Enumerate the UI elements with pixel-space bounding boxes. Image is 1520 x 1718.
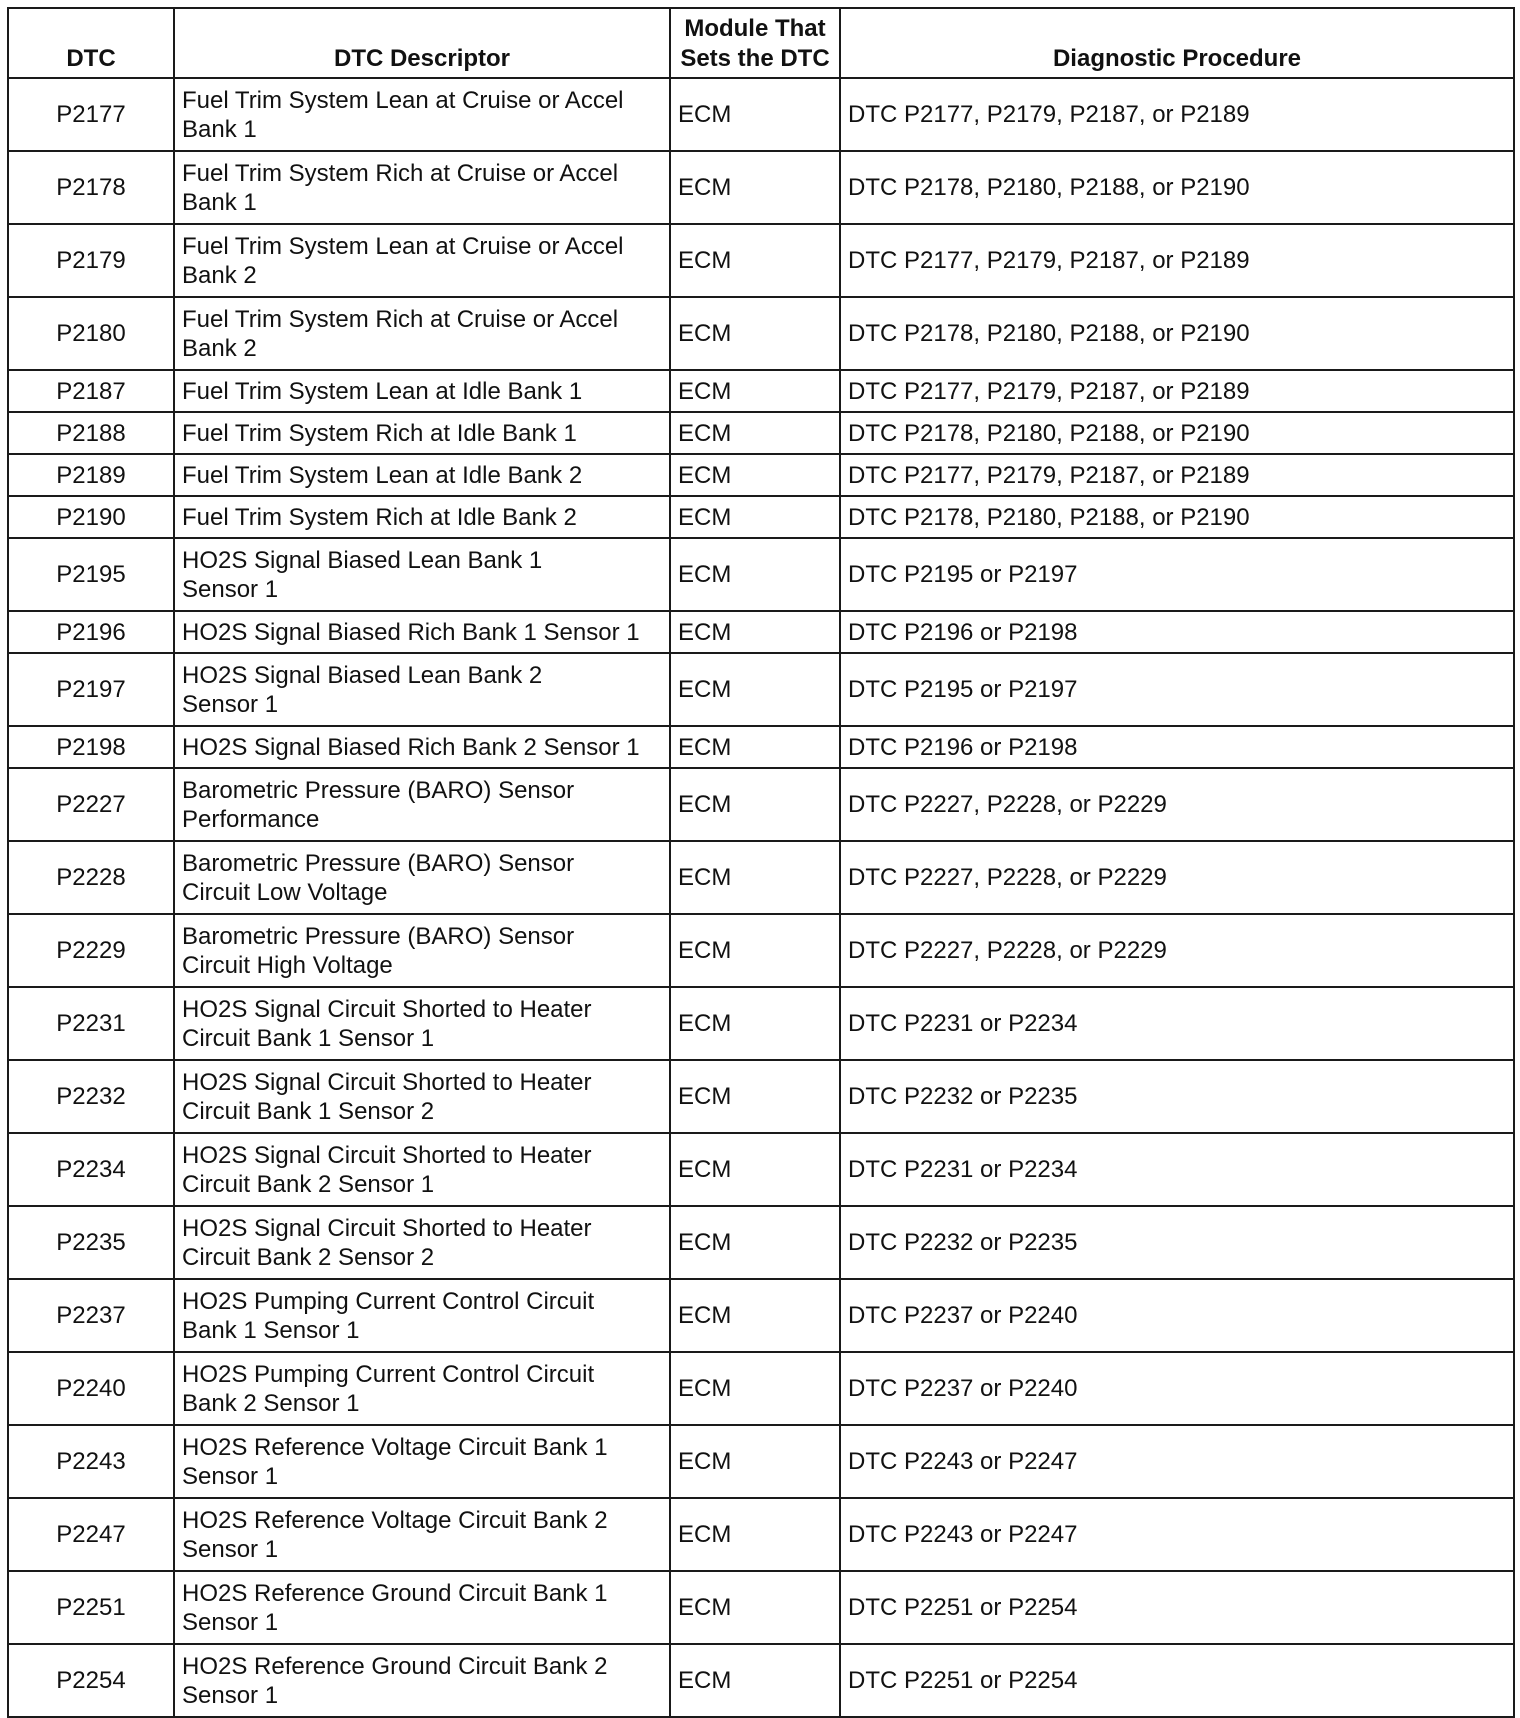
module: ECM bbox=[670, 987, 840, 1060]
descriptor-line1: HO2S Reference Ground Circuit Bank 2 bbox=[182, 1652, 608, 1680]
table-row bbox=[8, 1206, 1514, 1279]
dtc-code: P2178 bbox=[8, 151, 174, 224]
dtc-descriptor bbox=[174, 151, 670, 224]
module: ECM bbox=[670, 496, 840, 538]
diagnostic-procedure: DTC P2232 or P2235 bbox=[840, 1206, 1514, 1279]
descriptor-line1: HO2S Signal Circuit Shorted to Heater bbox=[182, 1141, 592, 1169]
diagnostic-procedure: DTC P2232 or P2235 bbox=[840, 1060, 1514, 1133]
dtc-code: P2197 bbox=[8, 653, 174, 726]
diagnostic-procedure: DTC P2177, P2179, P2187, or P2189 bbox=[840, 454, 1514, 496]
module: ECM bbox=[670, 1060, 840, 1133]
dtc-descriptor bbox=[174, 1571, 670, 1644]
table-row bbox=[8, 611, 1514, 653]
table-row bbox=[8, 1060, 1514, 1133]
dtc-descriptor bbox=[174, 1352, 670, 1425]
table-header bbox=[8, 8, 1514, 78]
dtc-code: P2179 bbox=[8, 224, 174, 297]
dtc-code: P2240 bbox=[8, 1352, 174, 1425]
descriptor-line2: Sensor 1 bbox=[182, 1462, 279, 1490]
module: ECM bbox=[670, 297, 840, 370]
dtc-descriptor bbox=[174, 78, 670, 151]
table-row bbox=[8, 726, 1514, 768]
dtc-descriptor bbox=[174, 914, 670, 987]
module: ECM bbox=[670, 1498, 840, 1571]
dtc-descriptor bbox=[174, 726, 670, 768]
module: ECM bbox=[670, 841, 840, 914]
dtc-code: P2227 bbox=[8, 768, 174, 841]
descriptor-line1: Fuel Trim System Rich at Cruise or Accel bbox=[182, 159, 619, 187]
dtc-code: P2195 bbox=[8, 538, 174, 611]
dtc-code: P2231 bbox=[8, 987, 174, 1060]
table-row bbox=[8, 1133, 1514, 1206]
module: ECM bbox=[670, 1206, 840, 1279]
table-row bbox=[8, 1352, 1514, 1425]
dtc-code: P2232 bbox=[8, 1060, 174, 1133]
table-row bbox=[8, 987, 1514, 1060]
descriptor-line2: Sensor 1 bbox=[182, 1535, 279, 1563]
descriptor-line2: Circuit High Voltage bbox=[182, 951, 393, 979]
descriptor-line2: Sensor 1 bbox=[182, 575, 279, 603]
descriptor-line1: HO2S Reference Ground Circuit Bank 1 bbox=[182, 1579, 608, 1607]
module: ECM bbox=[670, 768, 840, 841]
diagnostic-procedure: DTC P2178, P2180, P2188, or P2190 bbox=[840, 151, 1514, 224]
dtc-descriptor bbox=[174, 297, 670, 370]
descriptor-line1: HO2S Signal Circuit Shorted to Heater bbox=[182, 1214, 592, 1242]
dtc-code: P2187 bbox=[8, 370, 174, 412]
diagnostic-procedure: DTC P2227, P2228, or P2229 bbox=[840, 841, 1514, 914]
module: ECM bbox=[670, 1425, 840, 1498]
dtc-descriptor bbox=[174, 1425, 670, 1498]
module: ECM bbox=[670, 1644, 840, 1717]
dtc-code: P2228 bbox=[8, 841, 174, 914]
module: ECM bbox=[670, 1279, 840, 1352]
table-row bbox=[8, 1644, 1514, 1717]
diagnostic-procedure: DTC P2227, P2228, or P2229 bbox=[840, 914, 1514, 987]
module: ECM bbox=[670, 224, 840, 297]
module: ECM bbox=[670, 653, 840, 726]
descriptor-line2: Circuit Bank 2 Sensor 2 bbox=[182, 1243, 435, 1271]
diagnostic-procedure: DTC P2227, P2228, or P2229 bbox=[840, 768, 1514, 841]
descriptor-line2: Circuit Bank 2 Sensor 1 bbox=[182, 1170, 435, 1198]
table-row bbox=[8, 454, 1514, 496]
dtc-descriptor bbox=[174, 496, 670, 538]
module: ECM bbox=[670, 611, 840, 653]
table-row bbox=[8, 1425, 1514, 1498]
dtc-descriptor bbox=[174, 841, 670, 914]
dtc-descriptor bbox=[174, 1279, 670, 1352]
dtc-table bbox=[7, 7, 1515, 1718]
diagnostic-procedure: DTC P2196 or P2198 bbox=[840, 611, 1514, 653]
dtc-code: P2237 bbox=[8, 1279, 174, 1352]
descriptor-line2: Performance bbox=[182, 805, 320, 833]
diagnostic-procedure: DTC P2195 or P2197 bbox=[840, 538, 1514, 611]
dtc-descriptor bbox=[174, 1060, 670, 1133]
descriptor-line1: HO2S Pumping Current Control Circuit bbox=[182, 1287, 595, 1315]
dtc-code: P2247 bbox=[8, 1498, 174, 1571]
diagnostic-procedure: DTC P2178, P2180, P2188, or P2190 bbox=[840, 297, 1514, 370]
module: ECM bbox=[670, 454, 840, 496]
table-row bbox=[8, 538, 1514, 611]
header-row bbox=[8, 8, 1514, 78]
dtc-descriptor bbox=[174, 454, 670, 496]
diagnostic-procedure: DTC P2177, P2179, P2187, or P2189 bbox=[840, 224, 1514, 297]
descriptor-line2: Bank 1 bbox=[182, 115, 257, 143]
module: ECM bbox=[670, 726, 840, 768]
dtc-code: P2254 bbox=[8, 1644, 174, 1717]
dtc-descriptor bbox=[174, 653, 670, 726]
table-row bbox=[8, 412, 1514, 454]
dtc-descriptor bbox=[174, 768, 670, 841]
dtc-code: P2189 bbox=[8, 454, 174, 496]
diagnostic-procedure: DTC P2178, P2180, P2188, or P2190 bbox=[840, 496, 1514, 538]
diagnostic-procedure: DTC P2196 or P2198 bbox=[840, 726, 1514, 768]
descriptor-line2: Bank 2 Sensor 1 bbox=[182, 1389, 360, 1417]
descriptor-line2: Circuit Bank 1 Sensor 2 bbox=[182, 1097, 435, 1125]
table-body bbox=[8, 78, 1514, 1717]
descriptor-line2: Sensor 1 bbox=[182, 690, 279, 718]
descriptor-line1: Barometric Pressure (BARO) Sensor bbox=[182, 776, 575, 804]
diagnostic-procedure: DTC P2251 or P2254 bbox=[840, 1644, 1514, 1717]
table-row bbox=[8, 1571, 1514, 1644]
dtc-descriptor bbox=[174, 412, 670, 454]
descriptor-line1: HO2S Reference Voltage Circuit Bank 1 bbox=[182, 1433, 608, 1461]
descriptor-line2: Circuit Low Voltage bbox=[182, 878, 388, 906]
dtc-code: P2235 bbox=[8, 1206, 174, 1279]
module: ECM bbox=[670, 538, 840, 611]
descriptor-line2: Circuit Bank 1 Sensor 1 bbox=[182, 1024, 435, 1052]
module: ECM bbox=[670, 370, 840, 412]
header-module-line2: Sets the DTC bbox=[680, 45, 830, 72]
table-row bbox=[8, 151, 1514, 224]
descriptor-line2: Bank 2 bbox=[182, 334, 257, 362]
module: ECM bbox=[670, 151, 840, 224]
descriptor-line1: HO2S Signal Biased Rich Bank 1 Sensor 1 bbox=[182, 618, 640, 646]
diagnostic-procedure: DTC P2243 or P2247 bbox=[840, 1498, 1514, 1571]
table-row bbox=[8, 496, 1514, 538]
table-row bbox=[8, 370, 1514, 412]
header-descriptor: DTC Descriptor bbox=[174, 8, 670, 78]
table-row bbox=[8, 914, 1514, 987]
dtc-descriptor bbox=[174, 987, 670, 1060]
header-procedure: Diagnostic Procedure bbox=[840, 8, 1514, 78]
diagnostic-procedure: DTC P2177, P2179, P2187, or P2189 bbox=[840, 78, 1514, 151]
dtc-descriptor bbox=[174, 538, 670, 611]
diagnostic-procedure: DTC P2243 or P2247 bbox=[840, 1425, 1514, 1498]
dtc-code: P2243 bbox=[8, 1425, 174, 1498]
descriptor-line1: HO2S Pumping Current Control Circuit bbox=[182, 1360, 595, 1388]
table-row bbox=[8, 768, 1514, 841]
header-module bbox=[670, 8, 840, 78]
dtc-code: P2177 bbox=[8, 78, 174, 151]
table-row bbox=[8, 653, 1514, 726]
descriptor-line1: Fuel Trim System Rich at Cruise or Accel bbox=[182, 305, 619, 333]
dtc-descriptor bbox=[174, 370, 670, 412]
descriptor-line1: Fuel Trim System Lean at Cruise or Accel bbox=[182, 86, 624, 114]
descriptor-line1: HO2S Signal Biased Rich Bank 2 Sensor 1 bbox=[182, 733, 640, 761]
dtc-code: P2188 bbox=[8, 412, 174, 454]
dtc-code: P2251 bbox=[8, 1571, 174, 1644]
descriptor-line1: Fuel Trim System Lean at Cruise or Accel bbox=[182, 232, 624, 260]
module: ECM bbox=[670, 78, 840, 151]
descriptor-line1: HO2S Signal Biased Lean Bank 2 bbox=[182, 661, 543, 689]
descriptor-line1: Fuel Trim System Rich at Idle Bank 1 bbox=[182, 419, 577, 447]
dtc-code: P2234 bbox=[8, 1133, 174, 1206]
module: ECM bbox=[670, 412, 840, 454]
descriptor-line2: Bank 1 bbox=[182, 188, 257, 216]
diagnostic-procedure: DTC P2237 or P2240 bbox=[840, 1352, 1514, 1425]
dtc-descriptor bbox=[174, 1133, 670, 1206]
diagnostic-procedure: DTC P2195 or P2197 bbox=[840, 653, 1514, 726]
dtc-descriptor bbox=[174, 611, 670, 653]
header-module-line1: Module That bbox=[684, 15, 826, 42]
table-row bbox=[8, 224, 1514, 297]
diagnostic-procedure: DTC P2251 or P2254 bbox=[840, 1571, 1514, 1644]
diagnostic-procedure: DTC P2177, P2179, P2187, or P2189 bbox=[840, 370, 1514, 412]
descriptor-line1: HO2S Reference Voltage Circuit Bank 2 bbox=[182, 1506, 608, 1534]
dtc-code: P2180 bbox=[8, 297, 174, 370]
dtc-code: P2229 bbox=[8, 914, 174, 987]
diagnostic-procedure: DTC P2231 or P2234 bbox=[840, 987, 1514, 1060]
dtc-descriptor bbox=[174, 1498, 670, 1571]
dtc-descriptor bbox=[174, 1644, 670, 1717]
table-row bbox=[8, 1498, 1514, 1571]
table-row bbox=[8, 1279, 1514, 1352]
module: ECM bbox=[670, 914, 840, 987]
descriptor-line2: Sensor 1 bbox=[182, 1608, 279, 1636]
descriptor-line2: Bank 1 Sensor 1 bbox=[182, 1316, 360, 1344]
descriptor-line1: HO2S Signal Biased Lean Bank 1 bbox=[182, 546, 543, 574]
diagnostic-procedure: DTC P2237 or P2240 bbox=[840, 1279, 1514, 1352]
module: ECM bbox=[670, 1352, 840, 1425]
module: ECM bbox=[670, 1133, 840, 1206]
descriptor-line1: HO2S Signal Circuit Shorted to Heater bbox=[182, 1068, 592, 1096]
descriptor-line2: Bank 2 bbox=[182, 261, 257, 289]
descriptor-line1: HO2S Signal Circuit Shorted to Heater bbox=[182, 995, 592, 1023]
diagnostic-procedure: DTC P2231 or P2234 bbox=[840, 1133, 1514, 1206]
descriptor-line1: Barometric Pressure (BARO) Sensor bbox=[182, 922, 575, 950]
descriptor-line1: Fuel Trim System Rich at Idle Bank 2 bbox=[182, 503, 577, 531]
table-row bbox=[8, 841, 1514, 914]
dtc-code: P2196 bbox=[8, 611, 174, 653]
descriptor-line2: Sensor 1 bbox=[182, 1681, 279, 1709]
descriptor-line1: Barometric Pressure (BARO) Sensor bbox=[182, 849, 575, 877]
module: ECM bbox=[670, 1571, 840, 1644]
table-row bbox=[8, 78, 1514, 151]
dtc-descriptor bbox=[174, 224, 670, 297]
descriptor-line1: Fuel Trim System Lean at Idle Bank 1 bbox=[182, 377, 583, 405]
header-dtc: DTC bbox=[8, 8, 174, 78]
diagnostic-procedure: DTC P2178, P2180, P2188, or P2190 bbox=[840, 412, 1514, 454]
table-row bbox=[8, 297, 1514, 370]
dtc-code: P2198 bbox=[8, 726, 174, 768]
dtc-descriptor bbox=[174, 1206, 670, 1279]
dtc-code: P2190 bbox=[8, 496, 174, 538]
descriptor-line1: Fuel Trim System Lean at Idle Bank 2 bbox=[182, 461, 583, 489]
